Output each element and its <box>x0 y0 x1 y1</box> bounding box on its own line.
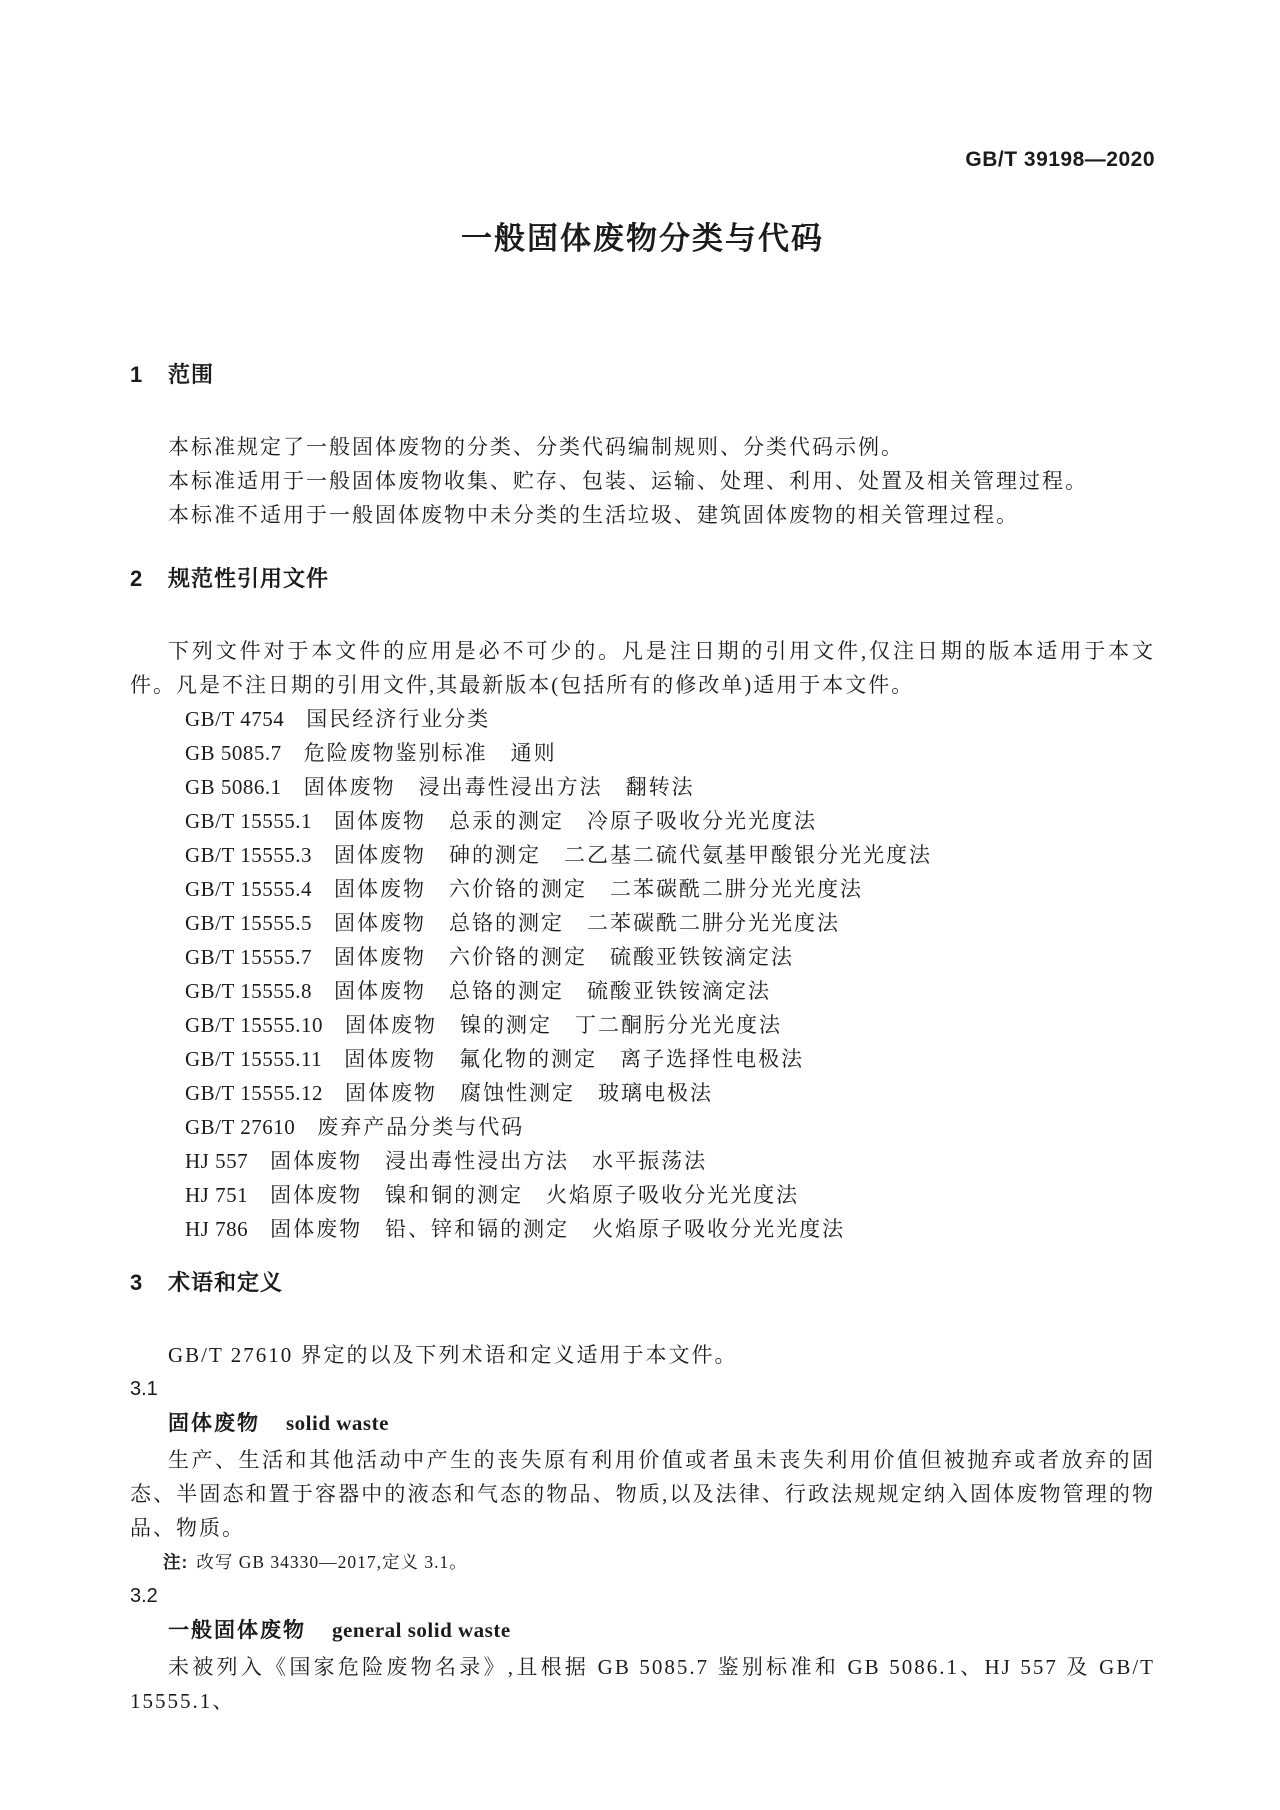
scope-paragraph-2: 本标准适用于一般固体废物收集、贮存、包装、运输、处理、利用、处置及相关管理过程。 <box>168 469 1088 493</box>
term-3-1 <box>130 1372 1155 1579</box>
reference-item <box>185 1144 1155 1178</box>
reference-item <box>185 1110 1155 1144</box>
reference-title: 危险废物鉴别标准 通则 <box>303 741 557 765</box>
reference-title: 固体废物 浸出毒性浸出方法 翻转法 <box>303 775 695 799</box>
reference-list <box>130 702 1155 1246</box>
reference-code: HJ 751 <box>185 1183 249 1207</box>
term-3-2-name <box>130 1613 1155 1650</box>
section-1-heading <box>130 362 1155 388</box>
page-title: 一般固体废物分类与代码 <box>461 221 824 256</box>
note-text: 改写 GB 34330—2017,定义 3.1。 <box>196 1552 468 1572</box>
reference-item <box>185 1042 1155 1076</box>
reference-code: GB/T 15555.3 <box>185 843 312 867</box>
reference-title: 国民经济行业分类 <box>306 707 491 731</box>
reference-title: 固体废物 镍和铜的测定 火焰原子吸收分光光度法 <box>270 1183 800 1207</box>
reference-title: 固体废物 铅、锌和镉的测定 火焰原子吸收分光光度法 <box>270 1217 846 1241</box>
reference-title: 固体废物 镍的测定 丁二酮肟分光光度法 <box>344 1013 782 1037</box>
reference-item <box>185 770 1155 804</box>
reference-item <box>185 974 1155 1008</box>
reference-code: HJ 786 <box>185 1217 249 1241</box>
reference-item <box>185 1008 1155 1042</box>
term-3-1-note <box>130 1545 1155 1579</box>
reference-item <box>185 838 1155 872</box>
reference-item <box>185 1076 1155 1110</box>
term-3-2 <box>130 1579 1155 1718</box>
reference-code: GB/T 27610 <box>185 1115 296 1139</box>
term-3-1-name-zh: 固体废物 <box>168 1412 260 1435</box>
scope-paragraph-3: 本标准不适用于一般固体废物中未分类的生活垃圾、建筑固体废物的相关管理过程。 <box>168 503 1019 527</box>
reference-code: GB 5085.7 <box>185 741 282 765</box>
reference-code: GB/T 15555.12 <box>185 1081 323 1105</box>
reference-code: GB/T 15555.10 <box>185 1013 323 1037</box>
term-3-2-name-zh: 一般固体废物 <box>168 1619 306 1642</box>
section-2-title: 规范性引用文件 <box>168 566 330 591</box>
reference-title: 固体废物 六价铬的测定 二苯碳酰二肼分光光度法 <box>333 877 863 901</box>
section-2-heading <box>130 566 1155 592</box>
note-label: 注: <box>163 1552 189 1572</box>
reference-code: GB/T 15555.5 <box>185 911 312 935</box>
reference-code: GB/T 15555.11 <box>185 1047 323 1071</box>
term-3-1-definition: 生产、生活和其他活动中产生的丧失原有利用价值或者虽未丧失利用价值但被抛弃或者放弃的固态、半固态和置于容器中的液态和气态的物品、物质,以及法律、行政法规规定纳入固体废物管理的物品、物质。 <box>130 1448 1155 1540</box>
section-3-heading <box>130 1270 1155 1296</box>
term-3-2-name-en: general solid waste <box>332 1618 511 1642</box>
term-3-2-number: 3.2 <box>130 1585 158 1607</box>
reference-title: 固体废物 浸出毒性浸出方法 水平振荡法 <box>270 1149 708 1173</box>
reference-code: GB 5086.1 <box>185 775 282 799</box>
reference-title: 固体废物 六价铬的测定 硫酸亚铁铵滴定法 <box>333 945 794 969</box>
scope-paragraph-1: 本标准规定了一般固体废物的分类、分类代码编制规则、分类代码示例。 <box>168 435 904 459</box>
section-3-title: 术语和定义 <box>168 1270 284 1295</box>
reference-item <box>185 872 1155 906</box>
reference-code: GB/T 4754 <box>185 707 285 731</box>
term-3-1-number: 3.1 <box>130 1378 158 1400</box>
reference-code: HJ 557 <box>185 1149 249 1173</box>
reference-item <box>185 940 1155 974</box>
reference-item <box>185 736 1155 770</box>
section-1-title: 范围 <box>168 362 215 387</box>
reference-item <box>185 804 1155 838</box>
section-scope <box>130 362 1155 532</box>
reference-code: GB/T 15555.1 <box>185 809 312 833</box>
reference-item <box>185 1212 1155 1246</box>
section-3-number: 3 <box>130 1270 144 1295</box>
reference-title: 固体废物 总铬的测定 硫酸亚铁铵滴定法 <box>333 979 771 1003</box>
reference-code: GB/T 15555.4 <box>185 877 312 901</box>
reference-code: GB/T 15555.8 <box>185 979 312 1003</box>
reference-title: 固体废物 氟化物的测定 离子选择性电极法 <box>344 1047 805 1071</box>
term-3-2-definition: 未被列入《国家危险废物名录》,且根据 GB 5085.7 鉴别标准和 GB 5086.1、HJ 557 及 GB/T 15555.1、 <box>130 1655 1155 1713</box>
reference-item <box>185 702 1155 736</box>
reference-code: GB/T 15555.7 <box>185 945 312 969</box>
reference-item <box>185 1178 1155 1212</box>
doc-number: GB/T 39198—2020 <box>965 148 1155 171</box>
references-intro: 下列文件对于本文件的应用是必不可少的。凡是注日期的引用文件,仅注日期的版本适用于本文件。凡是不注日期的引用文件,其最新版本(包括所有的修改单)适用于本文件。 <box>130 639 1155 697</box>
term-3-1-name-en: solid waste <box>286 1411 389 1435</box>
reference-title: 固体废物 砷的测定 二乙基二硫代氨基甲酸银分光光度法 <box>333 843 932 867</box>
section-normative-references <box>130 566 1155 1246</box>
section-terms-and-definitions <box>130 1270 1155 1718</box>
reference-title: 固体废物 总汞的测定 冷原子吸收分光光度法 <box>333 809 817 833</box>
reference-title: 废弃产品分类与代码 <box>317 1115 525 1139</box>
section-1-number: 1 <box>130 362 144 387</box>
reference-title: 固体废物 总铬的测定 二苯碳酰二肼分光光度法 <box>333 911 840 935</box>
term-3-1-name <box>130 1406 1155 1443</box>
terms-intro: GB/T 27610 界定的以及下列术语和定义适用于本文件。 <box>168 1343 738 1367</box>
section-2-number: 2 <box>130 566 144 591</box>
reference-item <box>185 906 1155 940</box>
reference-title: 固体废物 腐蚀性测定 玻璃电极法 <box>344 1081 713 1105</box>
